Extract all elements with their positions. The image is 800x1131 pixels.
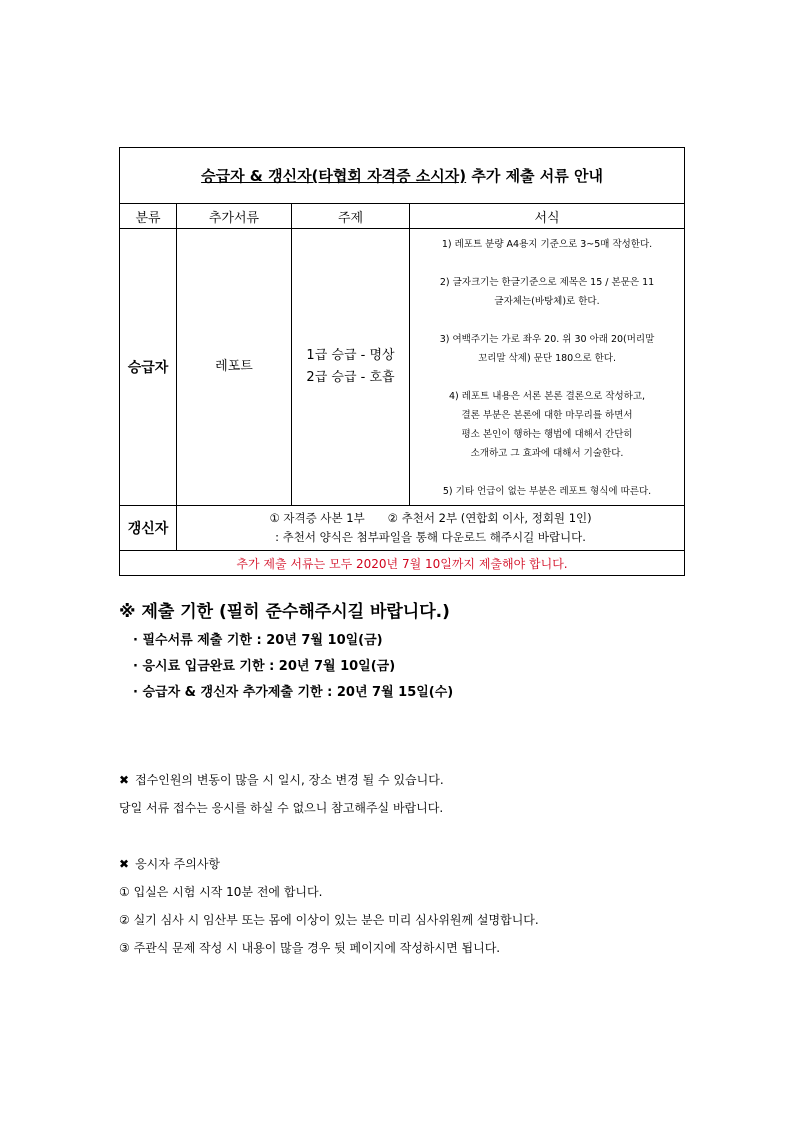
table-title-rest: 추가 제출 서류 안내 [466,167,603,185]
format-item-4-line-b: 결론 부분은 본론에 대한 마무리를 하면서 [461,410,633,421]
format-item-2-line-a: 2) 글자크기는 한글기준으로 제목은 15 / 본문은 11 [439,277,655,288]
format-item-1-text: 1) 레포트 분량 A4용지 기준으로 3~5매 작성한다. [441,239,653,250]
topic-level-1: 1급 승급 - 명상 [306,348,395,363]
table-title [120,148,685,204]
precautions-heading-text: 응시자 주의사항 [135,857,221,871]
renewal-line-1: ① 자격증 사본 1부 ② 추천서 2부 (연합회 이사, 정회원 1인) [269,511,592,525]
format-item-5 [410,482,684,505]
format-item-3-line-a: 3) 여백주기는 가로 좌우 20. 위 30 아래 20(머리말 [439,334,655,345]
format-item-5-text: 5) 기타 언급이 없는 부분은 레포트 형식에 따른다. [442,486,652,497]
submission-guide-table [119,147,685,576]
precaution-item: ① 입실은 시험 시작 10분 전에 합니다. [119,885,323,899]
deadlines-heading: ※ 제출 기한 (필히 준수해주시길 바랍니다.) [119,602,450,622]
header-category: 분류 [120,204,177,229]
precautions-heading [119,850,719,878]
precaution-item: ② 실기 심사 시 임산부 또는 몸에 이상이 있는 분은 미리 심사위원께 설명합니다. [119,913,539,927]
notice-venue-text: 접수인원의 변동이 많을 시 일시, 장소 변경 될 수 있습니다. [135,773,444,787]
format-item-2 [410,273,684,311]
header-document: 추가서류 [177,204,292,229]
format-item-2-line-b: 글자체는(바탕체)로 한다. [494,296,600,307]
notice-venue-change [119,766,719,822]
notice-venue-line-1 [119,766,719,794]
format-item-3 [410,330,684,368]
deadline-note: 추가 제출 서류는 모두 2020년 7월 10일까지 제출해야 합니다. [120,551,685,576]
format-item-4-line-a: 4) 레포트 내용은 서론 본론 결론으로 작성하고, [448,391,646,402]
notice-venue-line-2: 당일 서류 접수는 응시를 하실 수 없으니 참고해주실 바랍니다. [119,801,444,815]
promotion-document: 레포트 [177,229,292,506]
notice-candidate-precautions [119,850,719,962]
topic-level-2: 2급 승급 - 호흡 [306,370,395,385]
deadline-item: · 승급자 & 갱신자 추가제출 기한 : 20년 7월 15일(수) [133,685,454,700]
header-format: 서식 [410,204,685,229]
precaution-item: ③ 주관식 문제 작성 시 내용이 많을 경우 뒷 페이지에 작성하시면 됩니다. [119,941,501,955]
format-item-4 [410,387,684,463]
deadline-item: · 응시료 입금완료 기한 : 20년 7월 10일(금) [133,659,396,674]
format-item-4-line-c: 평소 본인이 행하는 행법에 대해서 간단히 [461,429,633,440]
renewal-requirements [177,506,685,551]
deadline-note-row [120,551,685,576]
table-header-row [120,204,685,229]
deadline-item: · 필수서류 제출 기한 : 20년 7월 10일(금) [133,633,383,648]
promotion-category: 승급자 [120,229,177,506]
format-item-1 [410,235,684,254]
renewal-row [120,506,685,551]
deadlines-list [119,628,719,706]
promotion-topic [292,229,410,506]
renewal-category: 갱신자 [120,506,177,551]
deadlines-section [119,600,719,706]
promotion-format [410,229,685,506]
promotion-row [120,229,685,506]
format-item-4-line-d: 소개하고 그 효과에 대해서 기술한다. [470,448,624,459]
format-item-3-line-b: 꼬리말 삭제) 문단 180으로 한다. [478,353,616,364]
x-mark-icon: ✖ [119,773,130,787]
header-topic: 주제 [292,204,410,229]
renewal-line-2: : 추천서 양식은 첨부파일을 통해 다운로드 해주시길 바랍니다. [275,530,586,544]
table-title-underlined: 승급자 & 갱신자(타협회 자격증 소시자) [201,167,467,185]
x-mark-icon: ✖ [119,857,130,871]
